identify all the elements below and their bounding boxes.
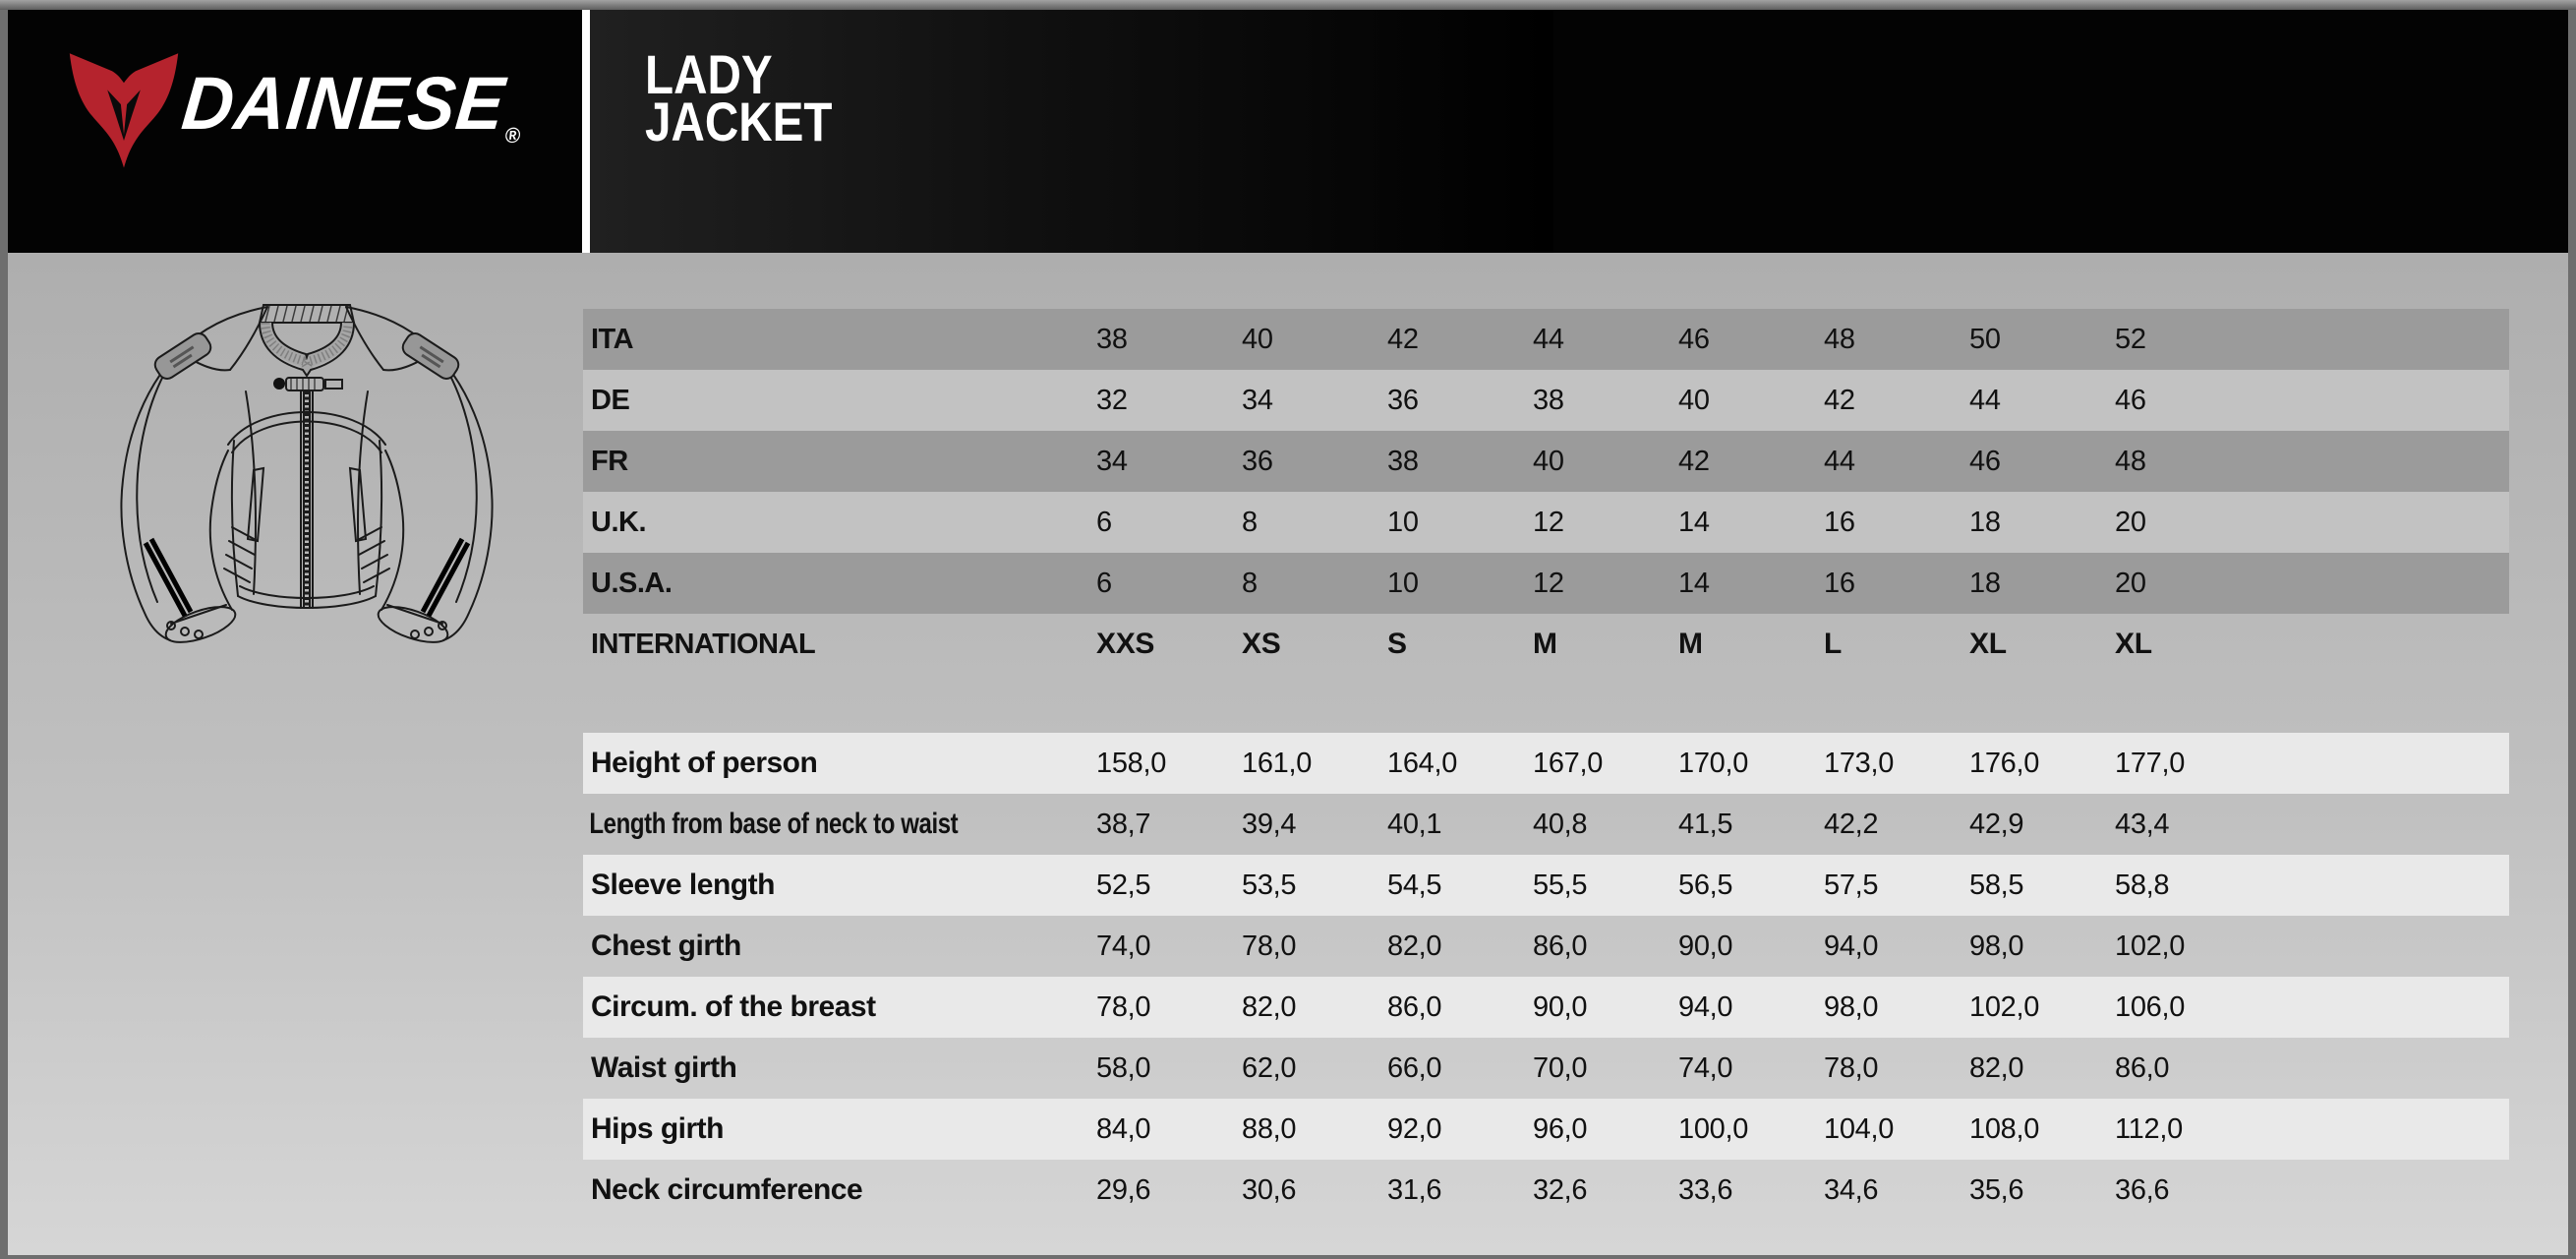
row-label: Neck circumference: [591, 1173, 863, 1206]
value-cell: 55,5: [1533, 869, 1588, 901]
value-cell: 88,0: [1242, 1112, 1297, 1145]
value-cell: 31,6: [1387, 1173, 1442, 1206]
size-tables: [583, 309, 2509, 1221]
row-filler: [2251, 309, 2509, 370]
value-cell: 82,0: [1242, 990, 1297, 1023]
row-filler: [2251, 733, 2509, 794]
lady-jacket-line-drawing: [110, 285, 503, 659]
value-cell: 167,0: [1533, 747, 1604, 779]
value-cell: 100,0: [1678, 1112, 1749, 1145]
value-cell: 36,6: [2115, 1173, 2170, 1206]
value-cell: 74,0: [1096, 929, 1151, 962]
product-title: [645, 43, 833, 152]
value-cell: 42: [1824, 384, 1855, 416]
value-cell: 98,0: [1824, 990, 1879, 1023]
value-cell: 30,6: [1242, 1173, 1297, 1206]
value-cell: 78,0: [1824, 1051, 1879, 1084]
value-cell: 92,0: [1387, 1112, 1442, 1145]
value-cell: 102,0: [1969, 990, 2040, 1023]
row-label: U.K.: [591, 506, 646, 538]
value-cell: 44: [1824, 445, 1855, 477]
value-cell: 44: [1969, 384, 2001, 416]
value-cell: 94,0: [1824, 929, 1879, 962]
value-cell: 108,0: [1969, 1112, 2040, 1145]
value-cell: 62,0: [1242, 1051, 1297, 1084]
value-cell: XL: [2115, 628, 2152, 660]
row-label: Chest girth: [591, 929, 741, 962]
table-row: [583, 916, 2509, 977]
value-cell: 90,0: [1533, 990, 1588, 1023]
value-cell: 96,0: [1533, 1112, 1588, 1145]
value-cell: 78,0: [1096, 990, 1151, 1023]
value-cell: 34,6: [1824, 1173, 1879, 1206]
value-cell: 43,4: [2115, 808, 2170, 840]
row-filler: [2251, 1099, 2509, 1160]
value-cell: 16: [1824, 506, 1855, 538]
value-cell: 12: [1533, 506, 1564, 538]
value-cell: 50: [1969, 323, 2001, 355]
row-label: Sleeve length: [591, 869, 775, 901]
value-cell: 36: [1387, 384, 1419, 416]
value-cell: 40: [1678, 384, 1710, 416]
value-cell: 53,5: [1242, 869, 1297, 901]
value-cell: 86,0: [1533, 929, 1588, 962]
value-cell: 44: [1533, 323, 1564, 355]
row-filler: [2251, 370, 2509, 431]
row-label: DE: [591, 384, 630, 416]
value-cell: 58,0: [1096, 1051, 1151, 1084]
value-cell: 38: [1387, 445, 1419, 477]
value-cell: 46: [1969, 445, 2001, 477]
header-divider: [582, 10, 590, 253]
international-size-table: [583, 614, 2509, 675]
value-cell: 32: [1096, 384, 1128, 416]
value-cell: 38: [1096, 323, 1128, 355]
value-cell: 161,0: [1242, 747, 1313, 779]
value-cell: 42: [1387, 323, 1419, 355]
row-filler: [2251, 614, 2509, 675]
value-cell: 29,6: [1096, 1173, 1151, 1206]
row-filler: [2251, 553, 2509, 614]
row-label: FR: [591, 445, 628, 477]
value-cell: 104,0: [1824, 1112, 1895, 1145]
table-row: [583, 1099, 2509, 1160]
value-cell: 48: [2115, 445, 2146, 477]
value-cell: 177,0: [2115, 747, 2186, 779]
table-row: [583, 431, 2509, 492]
value-cell: 6: [1096, 506, 1112, 538]
value-cell: 54,5: [1387, 869, 1442, 901]
value-cell: 74,0: [1678, 1051, 1733, 1084]
product-title-line2: JACKET: [645, 90, 833, 152]
value-cell: 10: [1387, 506, 1419, 538]
value-cell: 40: [1242, 323, 1273, 355]
value-cell: 14: [1678, 506, 1710, 538]
value-cell: XS: [1242, 628, 1281, 660]
table-row: [583, 370, 2509, 431]
table-row: [583, 977, 2509, 1038]
value-cell: 18: [1969, 567, 2001, 599]
row-filler: [2251, 855, 2509, 916]
value-cell: 173,0: [1824, 747, 1895, 779]
value-cell: 106,0: [2115, 990, 2186, 1023]
value-cell: L: [1824, 628, 1843, 660]
value-cell: 52: [2115, 323, 2146, 355]
value-cell: 8: [1242, 567, 1258, 599]
value-cell: 20: [2115, 506, 2146, 538]
value-cell: 82,0: [1969, 1051, 2024, 1084]
row-filler: [2251, 794, 2509, 855]
frame-top-strip: [0, 0, 2576, 10]
table-row: [583, 794, 2509, 855]
table-row: [583, 492, 2509, 553]
row-label: Circum. of the breast: [591, 990, 876, 1023]
value-cell: 16: [1824, 567, 1855, 599]
value-cell: 38: [1533, 384, 1564, 416]
value-cell: 10: [1387, 567, 1419, 599]
value-cell: 14: [1678, 567, 1710, 599]
brand-name: DAINESE: [178, 62, 509, 146]
table-row: [583, 553, 2509, 614]
table-row: [583, 855, 2509, 916]
table-row: [583, 733, 2509, 794]
value-cell: 164,0: [1387, 747, 1458, 779]
value-cell: 46: [2115, 384, 2146, 416]
value-cell: 98,0: [1969, 929, 2024, 962]
row-filler: [2251, 1038, 2509, 1099]
row-filler: [2251, 1160, 2509, 1221]
product-title-line1: LADY: [645, 43, 773, 105]
value-cell: 57,5: [1824, 869, 1879, 901]
value-cell: 40,8: [1533, 808, 1588, 840]
value-cell: 6: [1096, 567, 1112, 599]
value-cell: 20: [2115, 567, 2146, 599]
value-cell: XL: [1969, 628, 2007, 660]
value-cell: 32,6: [1533, 1173, 1588, 1206]
value-cell: 42,9: [1969, 808, 2024, 840]
row-filler: [2251, 492, 2509, 553]
value-cell: 38,7: [1096, 808, 1151, 840]
row-label: ITA: [591, 323, 634, 355]
row-label: Length from base of neck to waist: [589, 808, 959, 840]
table-row: [583, 614, 2509, 675]
value-cell: 34: [1096, 445, 1128, 477]
value-cell: 70,0: [1533, 1051, 1588, 1084]
value-cell: 42: [1678, 445, 1710, 477]
measurements-table: [583, 733, 2509, 1221]
value-cell: M: [1533, 628, 1557, 660]
value-cell: S: [1387, 628, 1407, 660]
value-cell: 86,0: [2115, 1051, 2170, 1084]
table-row: [583, 1038, 2509, 1099]
value-cell: M: [1678, 628, 1703, 660]
value-cell: 40: [1533, 445, 1564, 477]
row-filler: [2251, 916, 2509, 977]
brand-wordmark: [178, 61, 524, 147]
value-cell: 40,1: [1387, 808, 1442, 840]
row-label: INTERNATIONAL: [591, 628, 816, 660]
value-cell: 48: [1824, 323, 1855, 355]
row-label: U.S.A.: [591, 567, 673, 599]
size-conversion-table: [583, 309, 2509, 614]
value-cell: XXS: [1096, 628, 1155, 660]
value-cell: 82,0: [1387, 929, 1442, 962]
value-cell: 42,2: [1824, 808, 1879, 840]
value-cell: 39,4: [1242, 808, 1297, 840]
row-filler: [2251, 977, 2509, 1038]
row-filler: [2251, 431, 2509, 492]
value-cell: 56,5: [1678, 869, 1733, 901]
value-cell: 102,0: [2115, 929, 2186, 962]
value-cell: 112,0: [2115, 1112, 2183, 1145]
value-cell: 33,6: [1678, 1173, 1733, 1206]
value-cell: 8: [1242, 506, 1258, 538]
value-cell: 36: [1242, 445, 1273, 477]
value-cell: 158,0: [1096, 747, 1167, 779]
brand-logo: [8, 10, 582, 253]
header-bar: [8, 10, 2568, 253]
value-cell: 41,5: [1678, 808, 1733, 840]
value-cell: 34: [1242, 384, 1273, 416]
value-cell: 58,8: [2115, 869, 2170, 901]
row-label: Height of person: [591, 747, 818, 779]
dainese-devil-icon: [65, 39, 183, 183]
row-label: Hips girth: [591, 1112, 724, 1145]
value-cell: 170,0: [1678, 747, 1749, 779]
registered-mark: ®: [503, 123, 522, 148]
value-cell: 12: [1533, 567, 1564, 599]
value-cell: 35,6: [1969, 1173, 2024, 1206]
value-cell: 66,0: [1387, 1051, 1442, 1084]
value-cell: 58,5: [1969, 869, 2024, 901]
value-cell: 78,0: [1242, 929, 1297, 962]
table-row: [583, 1160, 2509, 1221]
table-row: [583, 309, 2509, 370]
value-cell: 18: [1969, 506, 2001, 538]
value-cell: 90,0: [1678, 929, 1733, 962]
value-cell: 94,0: [1678, 990, 1733, 1023]
row-label: Waist girth: [591, 1051, 737, 1084]
value-cell: 52,5: [1096, 869, 1151, 901]
value-cell: 86,0: [1387, 990, 1442, 1023]
value-cell: 84,0: [1096, 1112, 1151, 1145]
value-cell: 176,0: [1969, 747, 2040, 779]
value-cell: 46: [1678, 323, 1710, 355]
chart-content: [8, 253, 2568, 1255]
